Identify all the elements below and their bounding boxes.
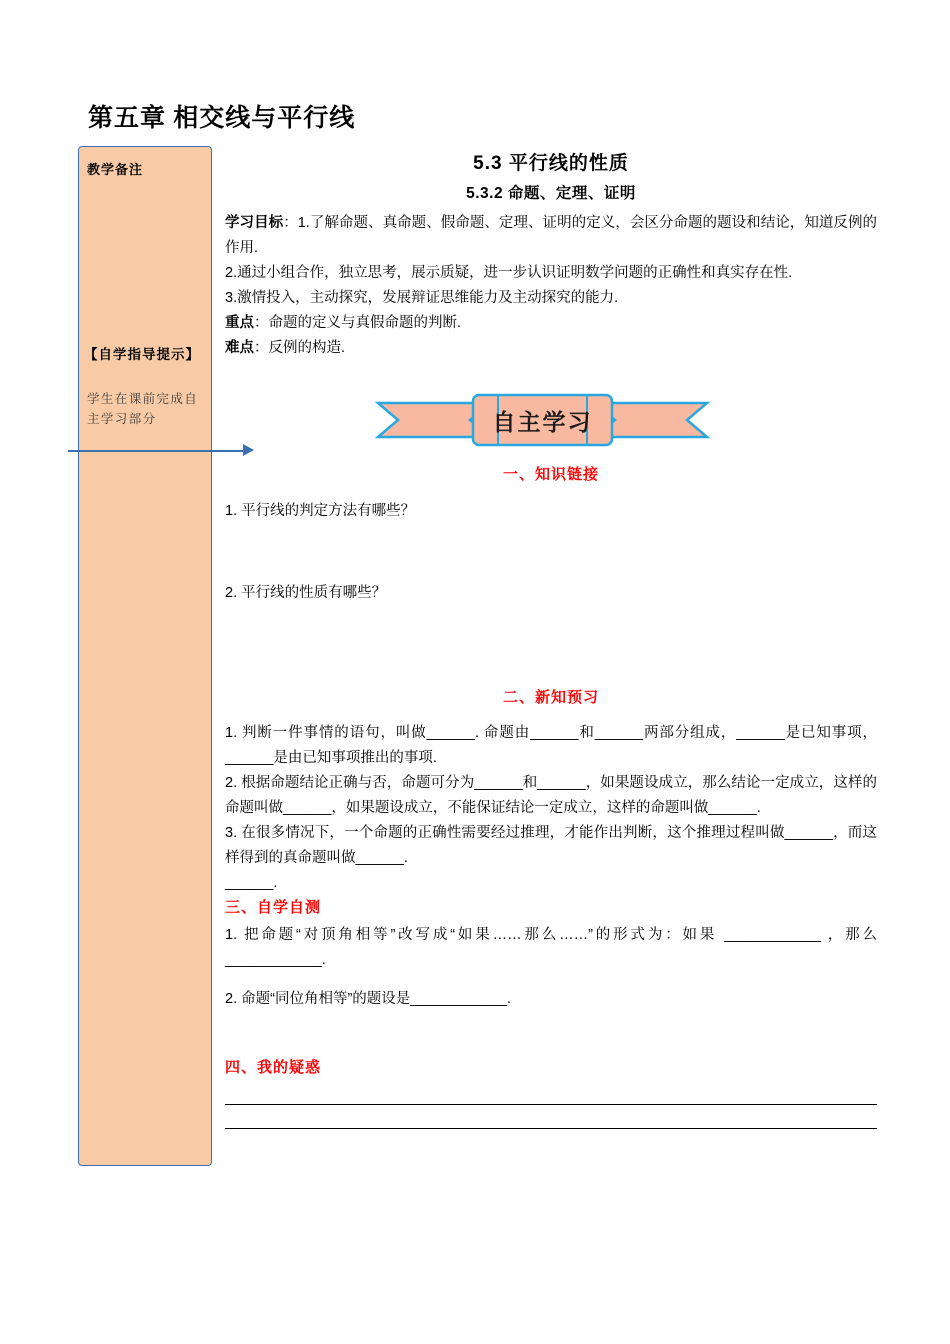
section-title: 5.3 平行线的性质	[473, 153, 629, 174]
objectives-item-1: ：1.了解命题、真命题、假命题、定理、证明的定义，会区分命题的题设和结论，知道反例的作用.	[225, 215, 878, 256]
section-two-question-4: ______.	[225, 875, 278, 891]
chapter-title: 第五章 相交线与平行线	[88, 105, 356, 132]
teaching-notes-sidebar	[78, 146, 212, 1166]
subsection-title: 5.3.2 命题、定理、证明	[466, 185, 636, 202]
objectives-item-3: 3.激情投入，主动探究，发展辩证思维能力及主动探究的能力.	[225, 290, 619, 306]
key-point-text: ：命题的定义与真假命题的判断.	[254, 315, 462, 331]
pointer-arrow-line	[68, 450, 246, 452]
section-one-question-1: 1. 平行线的判定方法有哪些？	[225, 503, 416, 519]
key-point-row	[225, 311, 877, 336]
learning-objectives	[225, 211, 877, 261]
self-study-banner-text: 自主学习	[492, 409, 593, 435]
sidebar-hint-body: 学生在课前完成自主学习部分	[87, 392, 199, 426]
section-three-question-1: 1. 把命题“对顶角相等”改写成“如果……那么……”的形式为：如果 ____________ ，那么____________.	[225, 927, 877, 968]
section-three-heading: 三、自学自测	[225, 899, 322, 916]
section-two-question-1: 1. 判断一件事情的语句，叫做______. 命题由______和______两部分组成，______是已知事项，______是由已知事项推出的事项.	[225, 725, 877, 766]
section-two-question-2: 2. 根据命题结论正确与否，命题可分为______和______，如果题设成立，那么结论一定成立，这样的命题叫做______，如果题设成立，不能保证结论一定成立，这样的命题叫做______.	[225, 775, 877, 816]
section-one-heading: 一、知识链接	[502, 466, 599, 483]
self-study-banner	[370, 389, 715, 451]
section-two-heading: 二、新知预习	[502, 689, 599, 706]
section-two-question-3: 3. 在很多情况下，一个命题的正确性需要经过推理，才能作出判断，这个推理过程叫做______，而这样得到的真命题叫做______.	[225, 825, 877, 866]
answer-line-1	[225, 1103, 877, 1105]
key-point-label: 重点	[225, 315, 254, 331]
difficulty-row	[225, 336, 877, 361]
objectives-label: 学习目标	[225, 215, 284, 231]
self-study-banner-wrap	[225, 379, 877, 463]
objectives-item-3-row	[225, 286, 877, 311]
objectives-item-2: 2.通过小组合作，独立思考，展示质疑，进一步认识证明数学问题的正确性和真实存在性.	[225, 265, 793, 281]
answer-line-2	[225, 1127, 877, 1129]
sidebar-title: 教学备注	[87, 162, 144, 177]
main-content	[225, 146, 877, 1129]
objectives-item-2-row	[225, 261, 877, 286]
difficulty-label: 难点	[225, 340, 254, 356]
section-three-question-2: 2. 命题“同位角相等”的题设是____________.	[225, 991, 512, 1007]
difficulty-text: ：反例的构造.	[254, 340, 346, 356]
sidebar-hint-title: 【自学指导提示】	[84, 347, 200, 362]
section-one-question-2: 2. 平行线的性质有哪些？	[225, 585, 387, 601]
section-four-heading: 四、我的疑惑	[225, 1059, 322, 1076]
